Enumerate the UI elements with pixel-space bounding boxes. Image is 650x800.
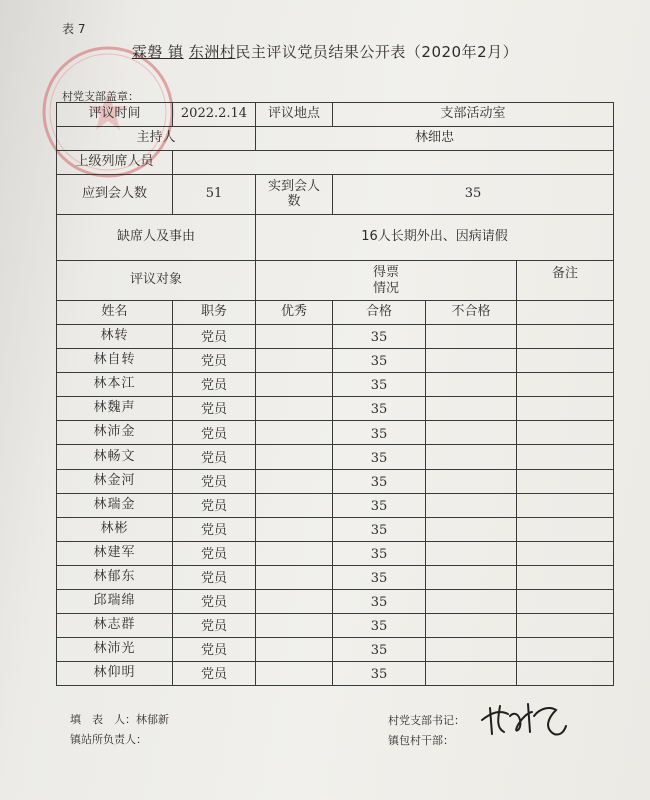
member-unqualified bbox=[426, 325, 517, 349]
member-remark bbox=[517, 445, 614, 469]
secretary-label: 村党支部书记： bbox=[388, 714, 465, 727]
member-qualified: 35 bbox=[333, 349, 426, 373]
member-excellent bbox=[256, 638, 333, 662]
host-value: 林细忠 bbox=[256, 127, 614, 151]
member-qualified: 35 bbox=[333, 421, 426, 445]
member-unqualified bbox=[426, 445, 517, 469]
member-role: 党员 bbox=[173, 325, 256, 349]
member-rows bbox=[57, 325, 614, 686]
member-qualified: 35 bbox=[333, 638, 426, 662]
member-role: 党员 bbox=[173, 614, 256, 638]
table-row bbox=[57, 590, 614, 614]
row-superior bbox=[57, 151, 614, 175]
member-excellent bbox=[256, 397, 333, 421]
table-row bbox=[57, 349, 614, 373]
member-remark bbox=[517, 469, 614, 493]
member-excellent bbox=[256, 565, 333, 589]
table-row bbox=[57, 614, 614, 638]
member-unqualified bbox=[426, 565, 517, 589]
member-excellent bbox=[256, 662, 333, 686]
member-excellent bbox=[256, 541, 333, 565]
member-remark bbox=[517, 565, 614, 589]
row-absent bbox=[57, 215, 614, 261]
member-excellent bbox=[256, 373, 333, 397]
header-unqualified: 不合格 bbox=[426, 301, 517, 325]
table-row bbox=[57, 325, 614, 349]
table-row bbox=[57, 517, 614, 541]
member-remark bbox=[517, 373, 614, 397]
member-qualified: 35 bbox=[333, 565, 426, 589]
member-role: 党员 bbox=[173, 469, 256, 493]
header-excellent: 优秀 bbox=[256, 301, 333, 325]
member-excellent bbox=[256, 493, 333, 517]
evaluation-table bbox=[56, 102, 614, 686]
member-name: 邱瑞绵 bbox=[57, 590, 173, 614]
row-header-columns bbox=[57, 301, 614, 325]
member-role: 党员 bbox=[173, 541, 256, 565]
member-remark bbox=[517, 325, 614, 349]
table-row bbox=[57, 421, 614, 445]
document-title bbox=[0, 41, 650, 62]
member-role: 党员 bbox=[173, 349, 256, 373]
member-qualified: 35 bbox=[333, 397, 426, 421]
member-role: 党员 bbox=[173, 397, 256, 421]
table-row bbox=[57, 373, 614, 397]
table-row bbox=[57, 469, 614, 493]
station-label: 镇站所负责人： bbox=[70, 733, 147, 746]
member-excellent bbox=[256, 469, 333, 493]
member-name: 林仰明 bbox=[57, 662, 173, 686]
member-name: 林转 bbox=[57, 325, 173, 349]
member-excellent bbox=[256, 614, 333, 638]
member-remark bbox=[517, 614, 614, 638]
member-name: 林郁东 bbox=[57, 565, 173, 589]
member-remark bbox=[517, 662, 614, 686]
host-label: 主持人 bbox=[57, 127, 256, 151]
member-remark bbox=[517, 421, 614, 445]
member-unqualified bbox=[426, 541, 517, 565]
member-qualified: 35 bbox=[333, 469, 426, 493]
header-votes: 得票情况 bbox=[372, 264, 399, 296]
table-row bbox=[57, 638, 614, 662]
member-role: 党员 bbox=[173, 662, 256, 686]
table-number: 表 7 bbox=[62, 22, 86, 36]
table-row bbox=[57, 445, 614, 469]
member-unqualified bbox=[426, 373, 517, 397]
filler-value: 林郁新 bbox=[136, 713, 169, 726]
member-excellent bbox=[256, 445, 333, 469]
member-unqualified bbox=[426, 493, 517, 517]
superior-label: 上级列席人员 bbox=[57, 151, 173, 175]
row-header-group bbox=[57, 261, 614, 301]
member-name: 林沛光 bbox=[57, 638, 173, 662]
member-remark bbox=[517, 517, 614, 541]
member-remark bbox=[517, 590, 614, 614]
place-value: 支部活动室 bbox=[333, 103, 614, 127]
row-time-place bbox=[57, 103, 614, 127]
actual-value: 35 bbox=[333, 175, 614, 215]
member-unqualified bbox=[426, 397, 517, 421]
handwritten-signature bbox=[478, 694, 570, 742]
header-role: 职务 bbox=[173, 301, 256, 325]
title-rest: 民主评议党员结果公开表（2020年2月） bbox=[235, 43, 519, 61]
member-qualified: 35 bbox=[333, 590, 426, 614]
member-qualified: 35 bbox=[333, 614, 426, 638]
member-remark bbox=[517, 397, 614, 421]
member-qualified: 35 bbox=[333, 373, 426, 397]
member-unqualified bbox=[426, 662, 517, 686]
member-excellent bbox=[256, 421, 333, 445]
member-qualified: 35 bbox=[333, 662, 426, 686]
header-votes-cell bbox=[256, 261, 517, 301]
member-role: 党员 bbox=[173, 493, 256, 517]
header-name: 姓名 bbox=[57, 301, 173, 325]
stamp-label: 村党支部盖章： bbox=[62, 90, 139, 103]
member-role: 党员 bbox=[173, 517, 256, 541]
table-row bbox=[57, 493, 614, 517]
table-row bbox=[57, 541, 614, 565]
member-name: 林金河 bbox=[57, 469, 173, 493]
member-remark bbox=[517, 638, 614, 662]
filler-label: 填 表 人： bbox=[70, 713, 136, 726]
member-role: 党员 bbox=[173, 445, 256, 469]
member-remark bbox=[517, 541, 614, 565]
filler-line bbox=[70, 711, 169, 727]
member-remark bbox=[517, 493, 614, 517]
member-qualified: 35 bbox=[333, 445, 426, 469]
expected-label: 应到会人数 bbox=[57, 175, 173, 215]
absent-value: 16人长期外出、因病请假 bbox=[256, 215, 614, 261]
time-value: 2022.2.14 bbox=[173, 103, 256, 127]
time-label: 评议时间 bbox=[57, 103, 173, 127]
member-role: 党员 bbox=[173, 590, 256, 614]
member-unqualified bbox=[426, 349, 517, 373]
title-village: 东洲村 bbox=[188, 43, 236, 61]
table-row bbox=[57, 565, 614, 589]
row-host bbox=[57, 127, 614, 151]
member-qualified: 35 bbox=[333, 325, 426, 349]
actual-label: 实到会人数 bbox=[256, 175, 333, 215]
member-unqualified bbox=[426, 590, 517, 614]
member-excellent bbox=[256, 517, 333, 541]
member-excellent bbox=[256, 325, 333, 349]
member-name: 林本江 bbox=[57, 373, 173, 397]
member-qualified: 35 bbox=[333, 493, 426, 517]
member-qualified: 35 bbox=[333, 517, 426, 541]
member-unqualified bbox=[426, 421, 517, 445]
member-name: 林志群 bbox=[57, 614, 173, 638]
header-remark: 备注 bbox=[517, 261, 614, 301]
member-unqualified bbox=[426, 469, 517, 493]
header-remark-col bbox=[517, 301, 614, 325]
member-role: 党员 bbox=[173, 638, 256, 662]
member-name: 林畅文 bbox=[57, 445, 173, 469]
member-role: 党员 bbox=[173, 373, 256, 397]
member-remark bbox=[517, 349, 614, 373]
member-name: 林自转 bbox=[57, 349, 173, 373]
title-town: 霖磐 镇 bbox=[131, 43, 184, 61]
member-unqualified bbox=[426, 614, 517, 638]
member-excellent bbox=[256, 590, 333, 614]
member-name: 林建军 bbox=[57, 541, 173, 565]
member-qualified: 35 bbox=[333, 541, 426, 565]
place-label: 评议地点 bbox=[256, 103, 333, 127]
header-subject: 评议对象 bbox=[57, 261, 256, 301]
member-excellent bbox=[256, 349, 333, 373]
absent-label: 缺席人及事由 bbox=[57, 215, 256, 261]
member-unqualified bbox=[426, 638, 517, 662]
member-name: 林瑞金 bbox=[57, 493, 173, 517]
table-row bbox=[57, 397, 614, 421]
cadre-label: 镇包村干部： bbox=[388, 734, 454, 747]
member-name: 林沛金 bbox=[57, 421, 173, 445]
header-qualified: 合格 bbox=[333, 301, 426, 325]
member-role: 党员 bbox=[173, 421, 256, 445]
member-name: 林魏声 bbox=[57, 397, 173, 421]
row-attendance bbox=[57, 175, 614, 215]
member-name: 林彬 bbox=[57, 517, 173, 541]
table-row bbox=[57, 662, 614, 686]
expected-value: 51 bbox=[173, 175, 256, 215]
member-unqualified bbox=[426, 517, 517, 541]
superior-value bbox=[173, 151, 614, 175]
member-role: 党员 bbox=[173, 565, 256, 589]
